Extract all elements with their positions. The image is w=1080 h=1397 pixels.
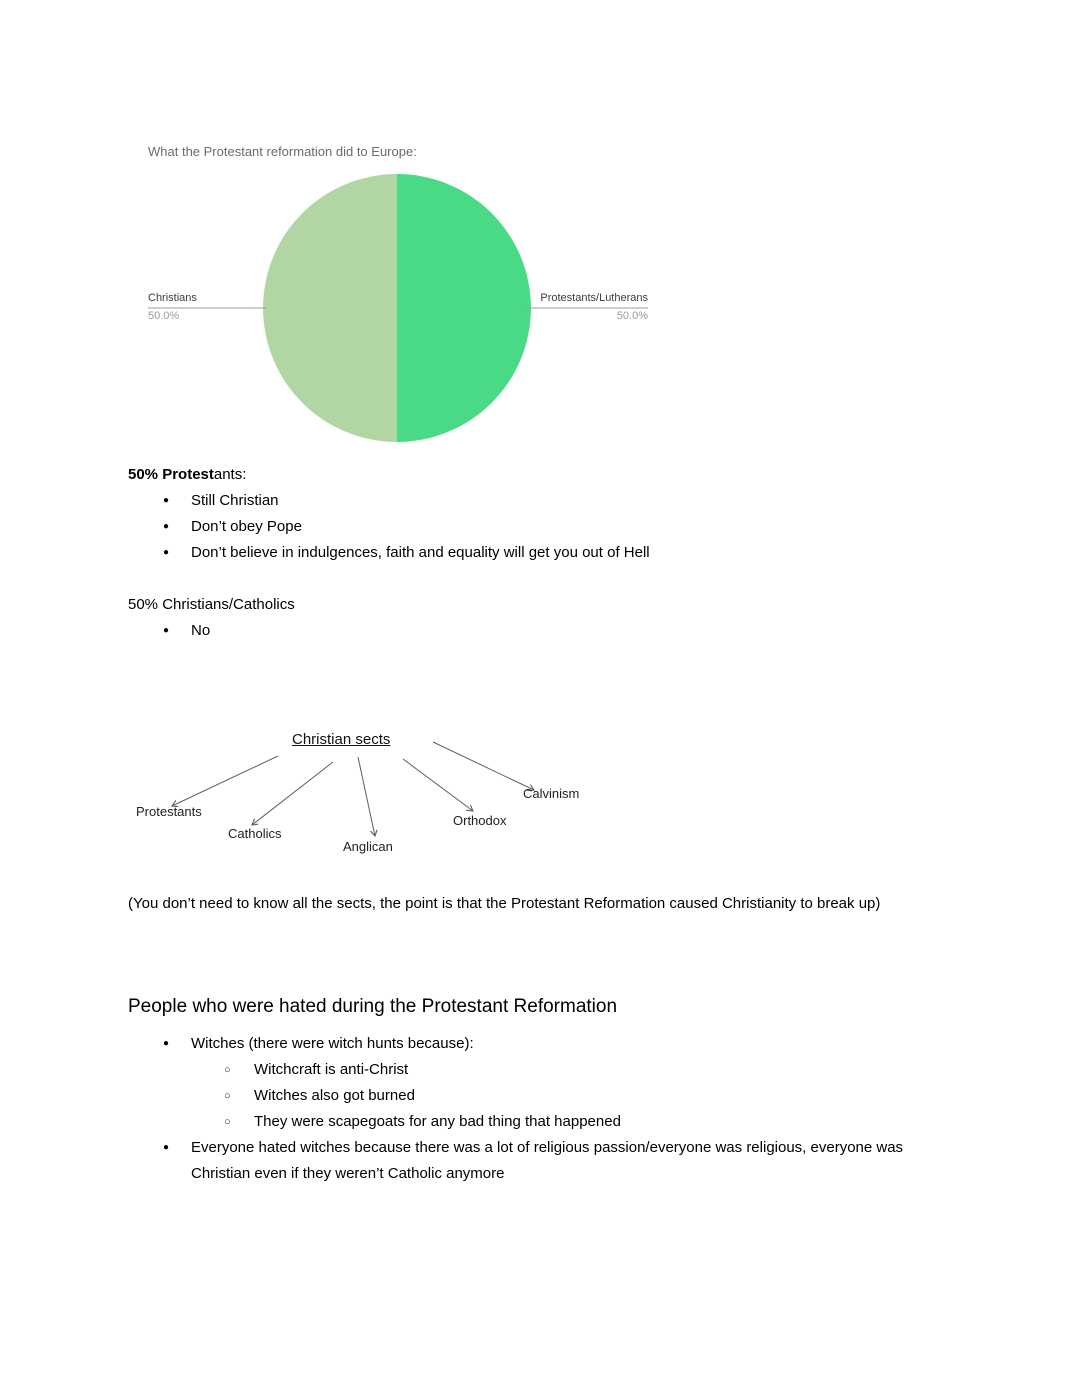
list-item: ● Still Christian [128,488,911,514]
arrow-to-protestants [172,756,278,806]
arrow-to-calvinism [433,742,534,790]
slice-pct-christians: 50.0% [148,310,180,322]
hated-sub-list [128,1057,911,1135]
sub-list-item: ○ Witches also got burned [128,1083,911,1109]
note-paragraph-section [128,891,913,917]
hated-bullet-list [128,1031,974,1187]
diagram-node-calvinism: Calvinism [523,786,580,801]
diagram-node-anglican: Anglican [343,839,393,854]
christians-lead: 50% Christians/Catholics [128,596,295,613]
hated-heading: People who were hated during the Protestant Reformation [128,996,618,1017]
list-item [128,1031,911,1135]
protestants-bullet-list [128,488,948,566]
hated-list-section [128,1031,974,1187]
arrow-to-anglican [358,757,375,836]
arrow-to-catholics [252,762,333,825]
slice-label-protestants: Protestants/Lutherans [540,292,648,304]
note-paragraph: (You don’t need to know all the sects, the point is that the Protestant Reformation caused Christianity to break up) [128,895,881,912]
chart-title: What the Protestant reformation did to Europe: [148,144,417,159]
sub-list-item: ○ Witchcraft is anti-Christ [128,1057,911,1083]
slice-label-christians: Christians [148,292,197,304]
pie-slice-protestants-lutherans [397,174,531,442]
christian-sects-diagram [128,725,688,875]
pie-chart [128,140,688,462]
list-item: ● Don’t believe in indulgences, faith and equality will get you out of Hell [128,540,911,566]
diagram-node-orthodox: Orthodox [453,813,507,828]
list-item: ● No [128,618,911,644]
list-item: ● Don’t obey Pope [128,514,911,540]
protestants-lead [128,462,948,488]
christians-bullet-list [128,618,948,644]
arrow-to-orthodox [403,759,473,811]
list-item-text: Witches (there were witch hunts because): [191,1035,474,1052]
diagram-title: Christian sects [292,731,391,748]
diagram-arrows [128,725,688,875]
diagram-node-catholics: Catholics [228,826,282,841]
list-item: ● Everyone hated witches because there was a lot of religious passion/everyone was religious, everyone was Christian even if they weren’t Catholic anymore [128,1135,911,1187]
protestants-lead-rest: ants: [213,466,247,483]
slice-pct-protestants: 50.0% [616,310,648,322]
protestants-lead-bold: 50% Protest [128,466,214,483]
sub-list-item: ○ They were scapegoats for any bad thing that happened [128,1109,911,1135]
diagram-node-protestants: Protestants [136,804,202,819]
pie-slice-christians [263,174,397,442]
notes-section [128,462,948,644]
